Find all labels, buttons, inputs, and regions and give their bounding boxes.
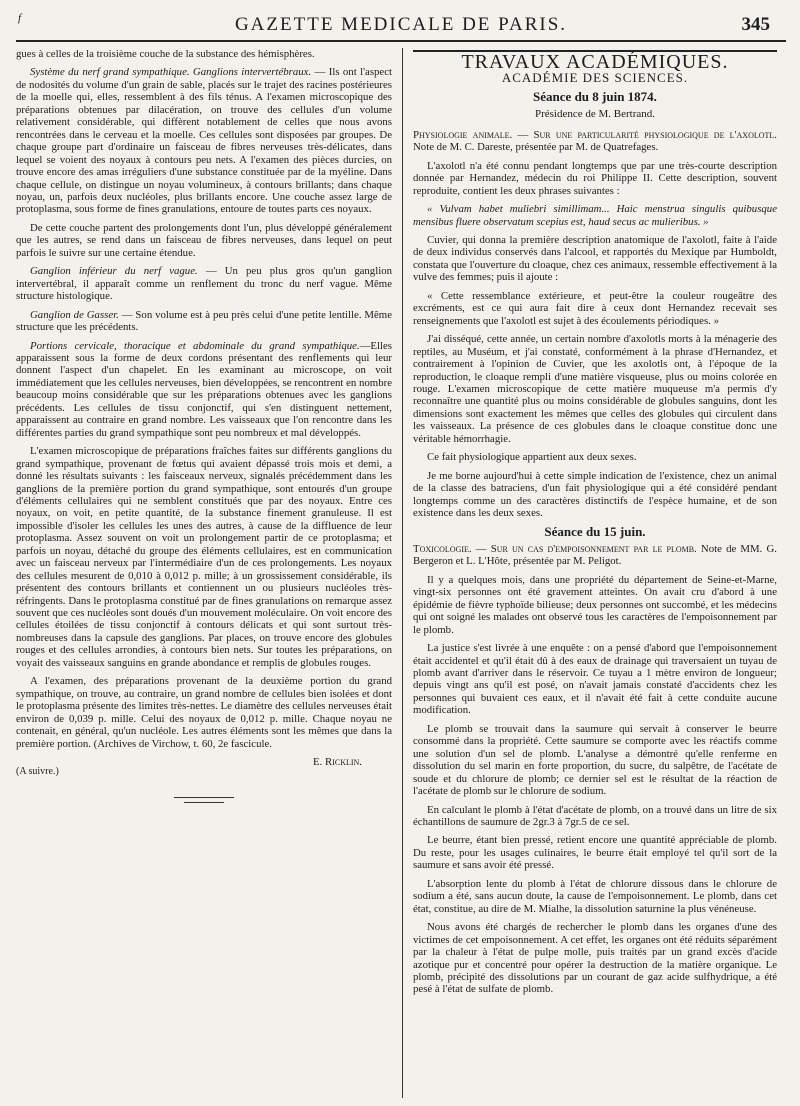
page-header [16, 10, 786, 42]
article-heading [413, 129, 777, 154]
to-be-continued: (A suivre.) [16, 766, 59, 778]
presidency-line: Présidence de M. Bertrand. [534, 108, 656, 121]
section-title: TRAVAUX ACADÉMIQUES. [413, 50, 777, 68]
paragraph: L'axolotl n'a été connu pendant longtemps que par une très-courte description donnée par Hernandez, médecin du roi Philippe II. Cette description, souvent reproduite, contient les deux phrases suivantes : [413, 159, 777, 197]
article-heading [413, 543, 777, 568]
paragraph-heading: Ganglion inférieur du nerf vague. [30, 265, 198, 278]
paragraph: Cuvier, qui donna la première description anatomique de l'axolotl, faite à l'aide de deux individus conservés dans l'alcool, et rapportés du Mexique par Humboldt, constata que l'ouverture du cloaque, chez ces animaux, ressemble effectivement à la vulve des femmes; puis il ajoute : [413, 233, 777, 284]
paragraph: J'ai disséqué, cette année, un certain nombre d'axolotls morts à la ménagerie des reptiles, au Muséum, et j'ai constaté, conformément à la phrase d'Hernandez, et contrairement à l'opinion de Cuvier, que les axolotls ont, à l'époque de la reproduction, le cloaque rempli d'une matière visqueuse, plus ou moins colorée en rouge. L'examen microscopique de cette matière muqueuse m'a permis d'y reconnaître une quantité plus ou moins considérable de globules sanguins, dont les dimensions sont exactement les mêmes que celles des globules qui circulent dans les vaisseaux. La présence de ces globules dans le cloaque constitue donc une véritable hémorrhagie. [413, 333, 777, 445]
article-note: Note de MM. G. Bergeron et L. L'Hôte, présentée par M. Peligot. [413, 542, 777, 568]
paragraph [16, 340, 392, 440]
header-mark: f [18, 12, 22, 24]
columns [16, 48, 786, 1098]
paragraph: gues à celles de la troisième couche de la substance des hémisphères. [16, 48, 315, 60]
paragraph: Nous avons été chargés de rechercher le plomb dans les organes d'une des victimes de cet empoisonnement. A cet effet, les organes ont été réduits séparément par la chaleur à l'état de pulpe molle, puis traités par un grand excès d'acide azotique pur et concentré pour opérer la destruction de la matière organique. Le plomb, précipité des dissolutions par un courant de gaz acide sulfhydrique, a été pesé à l'état de sulfate de plomb. [413, 921, 777, 996]
paragraph: Je me borne aujourd'hui à cette simple indication de l'existence, chez un animal de la classe des batraciens, d'un fait physiologique qui a été considéré pendant longtemps comme un des caractères distinctifs de l'espèce humaine, et de son existence dans les deux sexes. [413, 469, 777, 520]
session-heading: Séance du 15 juin. [544, 523, 646, 539]
paragraph: L'examen microscopique de préparations fraîches faites sur différents ganglions du grand sympathique, provenant de fœtus qui avaient dépassé trois mois et demi, a donné les résultats suivants : les faisceaux nerveux, signalés précédemment dans les ganglions de la première portion du grand sympathique, sont entourés d'un groupe d'éléments cellulaires qui ne semblent constitués que par des noyaux. Entre ces noyaux, on voit, en petite quantité, de la substance finement granuleuse. Il est impossible d'isoler les cellules les unes des autres, à cause de la diffluence de leur protoplasma. Assez souvent on voit un prolongement partir de ce protoplasma; et parfois un noyau, détaché du groupe des éléments cellulaires, est en communication avec un faisceau nerveux par l'intermédiaire d'un de ces prolongements. Les noyaux des cellules mesurent de 0,010 à 0,012 p. mille; à un grossissement considérable, ils présentent des contours brillants et contiennent un ou plusieurs nucléoles très-réfringents. Dans le protoplasma constitué par de fines granulations on remarque assez souvent que ces nucléoles sont doués d'un mouvement moléculaire. On voit encore des cellules étoilées de tissu conjonctif à contours délicats et qui sont surtout très-nombreuses dans la capsule des ganglions. Par places, on trouve encore des globules rouges et des cellules arrondies, à contours bien nets. Sur toutes les préparations, on voyait des vaisseaux sanguins en grande abondance et remplis de globules rouges. [16, 445, 392, 669]
paragraph-body: — Son volume est à peu près celui d'une petite lentille. Même structure que les précédents. [16, 308, 392, 334]
article-title: Physiologie animale. — Sur une particularité physiologique de l'axolotl. [413, 128, 777, 141]
paragraph: Ce fait physiologique appartient aux deux sexes. [427, 451, 637, 464]
paragraph: Il y a quelques mois, dans une propriété du département de Seine-et-Marne, vingt-six personnes ont été gravement atteintes. On avait cru d'abord à une épidémie de fièvre typhoïde bilieuse; deux personnes ont succombé, et les médecins qui ont soigné les malades ont observé tous les caractères de l'empoisonnement par le plomb. [413, 573, 777, 636]
paragraph-heading: Portions cervicale, thoracique et abdominale du grand sympathique. [30, 339, 360, 352]
session-heading: Séance du 8 juin 1874. [533, 88, 657, 104]
paragraph: De cette couche partent des prolongements dont l'un, plus développé généralement que les autres, se rend dans un faisceau de fibres nerveuses, dans lequel on peut parfois le suivre sur une certaine étendue. [16, 221, 392, 259]
paragraph: L'absorption lente du plomb à l'état de chlorure dissous dans le chlorure de sodium a été, sans aucun doute, la cause de l'empoisonnement. Le plomb, dans cet état, constitue, au dire de M. Mialhe, la dissolution saturnine la plus vénéneuse. [413, 877, 777, 915]
paragraph: En calculant le plomb à l'état d'acétate de plomb, on a trouvé dans un litre de six échantillons de saumure de 2gr.3 à 7gr.5 de ce sel. [413, 803, 777, 829]
paragraph [16, 309, 392, 334]
paragraph [16, 66, 392, 215]
paragraph-heading: Ganglion de Gasser. [30, 308, 119, 321]
paragraph-body: — Un peu plus gros qu'un ganglion intervertébral, il apparaît comme un renflement du tronc du nerf vague. Même structure histologique. [16, 265, 392, 303]
page-number: 345 [741, 14, 770, 35]
closing-rule-short [184, 802, 224, 803]
paragraph: Le plomb se trouvait dans la saumure qui servait à conserver le beurre consommé dans la propriété. Cette saumure se comporte avec les réactifs comme une solution d'un sel de plomb. L'analyse a démontré qu'elle renferme en dissolution du sel marin en forte proportion, du sucre, du salpêtre, de l'acétate de soude et du chlorure de plomb; ce dernier sel est le résultat de la réaction de l'acétate de plomb sur le chlorure de sodium. [413, 722, 777, 798]
right-column [402, 48, 777, 1098]
paragraph: La justice s'est livrée à une enquête : on a pensé d'abord que l'empoisonnement était accidentel et qu'il était dû à des eaux de drainage qui traversaient un tuyau de plomb avant d'arriver dans le réservoir. Ce tuyau a 1 mètre environ de longueur; depuis vingt ans qu'il est posé, on n'avait jamais constaté d'accidents chez les personnes qui buvaient ces eaux, et il n'avait été fait à cette conduite aucune modification. [413, 642, 777, 717]
article-title: Toxicologie. — Sur un cas d'empoisonnement par le plomb. [413, 542, 697, 555]
author-signature: E. Ricklin. [313, 756, 362, 769]
section-subtitle: ACADÉMIE DES SCIENCES. [501, 70, 689, 86]
paragraph-heading: Système du nerf grand sympathique. Ganglions intervertébraux. [30, 66, 312, 79]
paragraph-body: —Elles apparaissent sous la forme de deux cordons présentant des renflements qui leur donnent l'aspect d'un chapelet. En les examinant au microscope, on voit immédiatement que les cellules nerveuses, bien développées, se rencontrent en nombre beaucoup moins considérable que sur les préparations obtenues avec les ganglions précédents. Les cellules de tissu conjonctif, qui s'en distinguent nettement, apparaissent au contraire en grand nombre. Les vaisseaux que l'on rencontre dans les différentes parties du grand sympathique sont peu nombreux et mal développés. [16, 339, 392, 439]
article-note: Note de M. C. Dareste, présentée par M. de Quatrefages. [413, 141, 659, 154]
left-column [16, 48, 402, 1098]
quotation: « Vulvam habet muliebri simillimam... Haic menstrua singulis quibusque mensibus fluere observatum scepius est, haud secus ac mulieribus. » [413, 203, 777, 228]
quotation: « Cette ressemblance extérieure, et peut-être la couleur rougeâtre des excréments, est ce qui aura fait dire à ceux dont Hernandez recevait ses renseignements que l'axolotl est sujet à des écoulements périodiques. » [413, 289, 777, 327]
paragraph: A l'examen, des préparations provenant de la deuxième portion du grand sympathique, on trouve, au contraire, un grand nombre de cellules bien isolées et dont le protoplasma présente des limites très-nettes. Le diamètre des cellules nerveuses était environ de 0,039 p. mille. Celui des noyaux de 0,012 p. mille. Chaque noyau ne contenait, en général, qu'un nucléole. Les autres éléments sont les mêmes que dans la première portion. (Archives de Virchow, t. 60, 2e fascicule. [16, 675, 392, 750]
paragraph-body: — Ils ont l'aspect de nodosités du volume d'un grain de sable, placés sur le trajet des racines postérieures de la moelle qui, elles, ressemblent à des fils ténus. A l'examen microscopique des préparations obtenues par dilacération, on trouve des cellules d'un volume relativement considérable, qui diffèrent notablement de celles que nous avons rencontrées dans le cerveau et la moelle. Ces cellules sont disposées par groupes. De chaque groupe part d'ordinaire un faisceau de fibres nerveuses très-délicates, dans lequel se voient des noyaux à contours peu nets. A l'examen des pièces durcies, on trouve encore des amas irréguliers d'une substance constituée par de la myéline. Dans chaque cellule, on distingue un noyau volumineux, à contours brillants; dans chaque noyau, un, parfois deux nucléoles, plus brillants encore. Une couche assez large de protoplasma, sous forme de fines granulations, entoure de toutes parts ces noyaux. [16, 66, 393, 216]
closing-rule [174, 797, 234, 798]
paragraph [16, 265, 392, 302]
paragraph: Le beurre, étant bien pressé, retient encore une quantité appréciable de plomb. Du reste, pour les usages culinaires, le beurre était employé tel qu'il sort de la saumure et sans avoir été pressé. [413, 834, 777, 872]
journal-title: GAZETTE MEDICALE DE PARIS. [234, 14, 568, 35]
